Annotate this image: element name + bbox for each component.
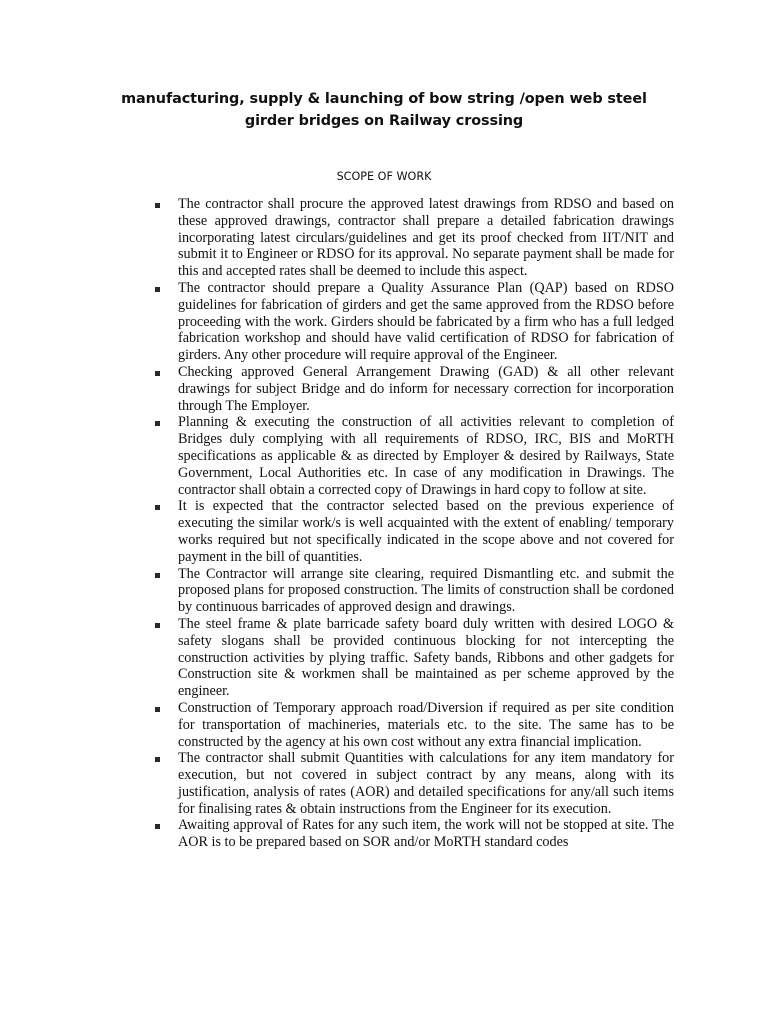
list-item xyxy=(150,280,674,364)
list-item-text: Awaiting approval of Rates for any such item, the work will not be stopped at site. The AOR is to be prepared based on SOR and/or MoRTH standard codes xyxy=(178,817,674,851)
bullet-icon xyxy=(155,573,160,578)
list-item-text: Construction of Temporary approach road/Diversion if required as per site condition for transportation of machineries, materials etc. to the site. The same has to be constructed by the agency at his own cost without any extra financial implication. xyxy=(178,699,674,750)
section-heading: SCOPE OF WORK xyxy=(336,170,432,183)
bullet-icon xyxy=(155,421,160,426)
bullet-icon xyxy=(155,757,160,762)
bullet-icon xyxy=(155,623,160,628)
list-item-text: The contractor shall submit Quantities with calculations for any item mandatory for execution, but not covered in subject contract by any means, along with its justification, analysis of rates (AOR) and detailed specifications for any/all such items for finalising rates & obtain instructions from the Engineer for its execution. xyxy=(178,750,674,817)
list-item xyxy=(150,414,674,498)
list-item xyxy=(150,196,674,280)
list-item xyxy=(150,700,674,750)
bullet-icon xyxy=(155,287,160,292)
list-item-text: The contractor shall procure the approved latest drawings from RDSO and based on these approved drawings, contractor shall prepare a detailed fabrication drawings incorporating latest circulars/guidelines and get its proof checked from IIT/NIT and submit it to Engineer or RDSO for its approval. No separate payment shall be made for this and accepted rates shall be deemed to include this aspect. xyxy=(178,196,674,280)
list-item xyxy=(150,750,674,817)
bullet-icon xyxy=(155,505,160,510)
document-title: manufacturing, supply & launching of bow string /open web steel girder bridges on Railway crossing xyxy=(121,91,647,129)
bullet-icon xyxy=(155,707,160,712)
list-item xyxy=(150,566,674,616)
list-item-text: The contractor should prepare a Quality Assurance Plan (QAP) based on RDSO guidelines for fabrication of girders and get the same approved from the RDSO before proceeding with the work. Girders should be fabricated by a firm who has a full ledged fabrication workshop and should have valid certification of RDSO for fabrication of girders. Any other procedure will require approval of the Engineer. xyxy=(178,279,674,364)
list-item-text: The Contractor will arrange site clearing, required Dismantling etc. and submit the proposed plans for proposed construction. The limits of construction shall be cordoned by continuous barricades of approved design and drawings. xyxy=(178,565,674,616)
list-item xyxy=(150,616,674,700)
list-item-text: Checking approved General Arrangement Drawing (GAD) & all other relevant drawings for subject Bridge and do inform for necessary correction for incorporation through The Employer. xyxy=(178,363,674,414)
list-item xyxy=(150,817,674,851)
list-item-text: The steel frame & plate barricade safety board duly written with desired LOGO & safety slogans shall be provided continuous blocking for not intercepting the construction activities by plying traffic. Safety bands, Ribbons and other gadgets for Construction site & workmen shall be maintained as per scheme approved by the engineer. xyxy=(178,615,674,700)
list-item xyxy=(150,498,674,565)
bullet-icon xyxy=(155,203,160,208)
list-item xyxy=(150,364,674,414)
bullet-icon xyxy=(155,824,160,829)
list-item-text: It is expected that the contractor selected based on the previous experience of executing the similar work/s is well acquainted with the extent of enabling/ temporary works required but not specifically indicated in the scope above and not covered for payment in the bill of quantities. xyxy=(178,498,674,565)
scope-of-work-list xyxy=(150,196,674,851)
list-item-text: Planning & executing the construction of all activities relevant to completion of Bridges duly complying with all requirements of RDSO, IRC, BIS and MoRTH specifications as applicable & as directed by Employer & desired by Railways, State Government, Local Authorities etc. In case of any modification in Drawings. The contractor shall obtain a corrected copy of Drawings in hard copy to follow at site. xyxy=(178,414,674,498)
bullet-icon xyxy=(155,371,160,376)
